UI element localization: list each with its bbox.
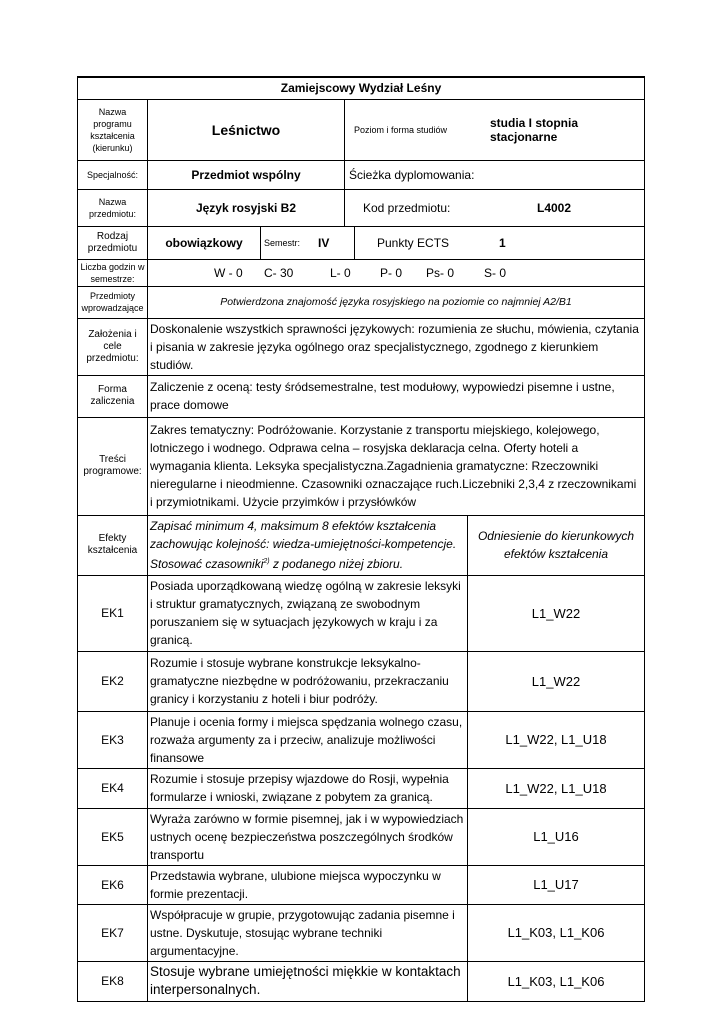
effect-id: EK3 <box>78 711 148 768</box>
effect-id: EK4 <box>78 768 148 808</box>
hours-w: W - 0 <box>214 265 243 280</box>
program-value: Leśnictwo <box>211 121 281 138</box>
effect-text: Rozumie i stosuje przepisy wjazdowe do Rosji, wypełnia formularze i wnioski, związane z pobytem za granicą. <box>148 768 468 808</box>
hours-row <box>148 259 645 286</box>
course-syllabus-table <box>77 76 645 1002</box>
prereq-label: Przedmioty wprowadzające <box>78 286 148 318</box>
hours-label: Liczba godzin w semestrze: <box>78 259 148 286</box>
goals-label: Założenia i cele przedmiotu: <box>78 318 148 375</box>
effect-id: EK7 <box>78 904 148 961</box>
effect-row <box>78 808 645 865</box>
subject-label: Nazwa przedmiotu: <box>78 189 148 226</box>
effect-text: Wyraża zarówno w formie pisemnej, jak i w wypowiedziach ustnych ocenę bezpieczeństwa poszczególnych środków transportu <box>148 808 468 865</box>
effect-ref: L1_W22, L1_U18 <box>468 768 645 808</box>
effects-list <box>78 575 645 1001</box>
content-label: Treści programowe: <box>78 417 148 515</box>
level-value: studia I stopnia stacjonarne <box>490 115 579 144</box>
effect-id: EK5 <box>78 808 148 865</box>
hours-c: C- 30 <box>264 265 294 280</box>
effect-row <box>78 711 645 768</box>
effects-ref-header: Odniesienie do kierunkowych efektów kształcenia <box>468 515 645 575</box>
program-label: Nazwa programu kształcenia (kierunku) <box>78 99 148 160</box>
subject-value: Język rosyjski B2 <box>195 200 297 215</box>
effect-text: Przedstawia wybrane, ulubione miejsca wypoczynku w formie prezentacji. <box>148 865 468 904</box>
semester-value: IV <box>318 235 330 250</box>
type-label: Rodzaj przedmiotu <box>78 226 148 259</box>
path-label: Ścieżka dyplomowania: <box>345 161 645 189</box>
specialty-value: Przedmiot wspólny <box>191 167 301 182</box>
effect-text: Planuje i ocenia formy i miejsca spędzania wolnego czasu, rozważa argumenty za i przeciw, analizuje możliwości finansowe <box>148 711 468 768</box>
effect-ref: L1_U16 <box>468 808 645 865</box>
effect-id: EK1 <box>78 575 148 651</box>
effects-instruction: Zapisać minimum 4, maksimum 8 efektów kształcenia zachowując kolejność: wiedza-umiejętności-kompetencje. Stosować czasowniki$^{2)}$ z podanego niżej zbioru. <box>148 515 468 575</box>
hours-l: L- 0 <box>330 265 351 280</box>
assessment-value: Zaliczenie z oceną: testy śródsemestralne, test modułowy, wypowiedzi pisemne i ustne, prace domowe <box>148 375 645 417</box>
effect-ref: L1_W22 <box>468 575 645 651</box>
level-label: Poziom i forma studiów <box>354 124 448 135</box>
effect-text: Posiada uporządkowaną wiedzę ogólną w zakresie leksyki i struktur gramatycznych, związaną ze swobodnym poruszaniem się w sytuacjach językowych w kraju i za granicą. <box>148 575 468 651</box>
assessment-label: Forma zaliczenia <box>78 375 148 417</box>
effects-label: Efekty kształcenia <box>78 515 148 575</box>
faculty-title: Zamiejscowy Wydział Leśny <box>78 77 645 99</box>
effect-row <box>78 961 645 1001</box>
effect-ref: L1_W22, L1_U18 <box>468 711 645 768</box>
effect-row <box>78 768 645 808</box>
ects-value: 1 <box>499 235 506 250</box>
effect-ref: L1_W22 <box>468 651 645 711</box>
code-label: Kod przedmiotu: <box>345 190 536 226</box>
code-value: L4002 <box>537 200 572 215</box>
semester-label: Semestr: <box>261 227 317 259</box>
effect-text: Rozumie i stosuje wybrane konstrukcje leksykalno-gramatyczne niezbędne w podróżowaniu, przekraczaniu granicy i korzystaniu z hoteli i biur podróży. <box>148 651 468 711</box>
effect-ref: L1_K03, L1_K06 <box>468 961 645 1001</box>
effect-ref: L1_U17 <box>468 865 645 904</box>
hours-s: S- 0 <box>484 265 507 280</box>
effect-ref: L1_K03, L1_K06 <box>468 904 645 961</box>
type-value: obowiązkowy <box>165 235 243 250</box>
effect-id: EK2 <box>78 651 148 711</box>
effect-row <box>78 904 645 961</box>
prereq-value: Potwierdzona znajomość języka rosyjskiego na poziomie co najmniej A2/B1 <box>148 286 645 318</box>
effect-row <box>78 651 645 711</box>
hours-ps: Ps- 0 <box>426 265 455 280</box>
hours-p: P- 0 <box>380 265 403 280</box>
effect-text: Współpracuje w grupie, przygotowując zadania pisemne i ustne. Dyskutuje, stosując wybrane techniki argumentacyjne. <box>148 904 468 961</box>
effect-row <box>78 865 645 904</box>
ects-label: Punkty ECTS <box>355 227 498 259</box>
effect-text: Stosuje wybrane umiejętności miękkie w kontaktach interpersonalnych. <box>148 961 468 1001</box>
effect-id: EK8 <box>78 961 148 1001</box>
effect-id: EK6 <box>78 865 148 904</box>
goals-value: Doskonalenie wszystkich sprawności językowych: rozumienia ze słuchu, mówienia, czytania i pisania w zakresie języka ogólnego oraz specjalistycznego, zgodnego z kierunkiem studiów. <box>148 318 645 375</box>
effect-row <box>78 575 645 651</box>
content-value: Zakres tematyczny: Podróżowanie. Korzystanie z transportu miejskiego, kolejowego, lotniczego i wodnego. Odprawa celna – rosyjska deklaracja celna. Oferty hoteli a wymagania klienta. Leksyka specjalistyczna.Zagadnienia gramatyczne: Rzeczowniki nieregularne i nieodmienne. Czasowniki oznaczające ruch.Liczebniki 2,3,4 z rzeczownikami i przymiotnikami. Użycie przyimków i przysłówków <box>148 417 645 515</box>
specialty-label: Specjalność: <box>78 160 148 189</box>
